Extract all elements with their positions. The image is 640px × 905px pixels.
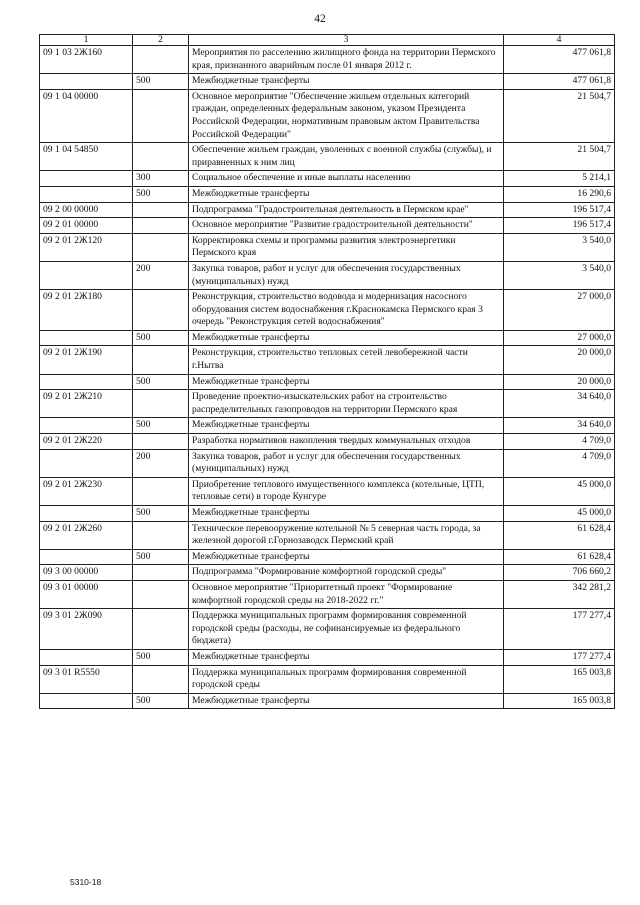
row-expense-type: 500 <box>133 374 189 390</box>
row-expense-type: 500 <box>133 186 189 202</box>
row-expense-type <box>133 580 189 608</box>
row-name: Межбюджетные трансферты <box>189 330 504 346</box>
row-name: Реконструкция, строительство тепловых сетей левобережной части г.Нытва <box>189 346 504 374</box>
table-row <box>40 171 615 187</box>
row-amount: 20 000,0 <box>504 346 615 374</box>
row-amount: 16 290,6 <box>504 186 615 202</box>
table-row <box>40 580 615 608</box>
row-code <box>40 693 133 709</box>
row-code: 09 2 01 00000 <box>40 218 133 234</box>
row-name: Мероприятия по расселению жилищного фонда на территории Пермского края, признанного аварийным после 01 января 2012 г. <box>189 46 504 74</box>
table-row <box>40 418 615 434</box>
row-name: Поддержка муниципальных программ формирования современной городской среды (расходы, не софинансируемые из федерального бюджета) <box>189 609 504 650</box>
row-expense-type: 500 <box>133 74 189 90</box>
row-expense-type: 300 <box>133 171 189 187</box>
table-row <box>40 290 615 331</box>
row-name: Техническое перевооружение котельной № 5 северная часть города, за железной дорогой г.Горнозаводск Пермский край <box>189 521 504 549</box>
row-name: Межбюджетные трансферты <box>189 374 504 390</box>
row-name: Реконструкция, строительство водовода и модернизация насосного оборудования систем водоснабжения г.Краснокамска Пермского края 3 очередь "Реконструкция сетей водоснабжения" <box>189 290 504 331</box>
row-expense-type <box>133 477 189 505</box>
row-code <box>40 186 133 202</box>
row-name: Обеспечение жильем граждан, уволенных с военной службы (службы), и приравненных к ним лиц <box>189 143 504 171</box>
row-expense-type: 500 <box>133 506 189 522</box>
row-expense-type <box>133 233 189 261</box>
table-row <box>40 46 615 74</box>
row-expense-type <box>133 89 189 142</box>
row-name: Основное мероприятие "Обеспечение жильем отдельных категорий граждан, определенных федеральным законом, указом Президента Российской Федерации, нормативным правовым актом Правительства Российской Федерации" <box>189 89 504 142</box>
row-amount: 477 061,8 <box>504 46 615 74</box>
row-amount: 45 000,0 <box>504 506 615 522</box>
row-code <box>40 549 133 565</box>
row-amount: 165 003,8 <box>504 665 615 693</box>
row-name: Основное мероприятие "Приоритетный проект "Формирование комфортной городской среды на 2018-2022 гг." <box>189 580 504 608</box>
row-code: 09 1 04 54850 <box>40 143 133 171</box>
row-expense-type: 500 <box>133 418 189 434</box>
row-expense-type <box>133 609 189 650</box>
row-code <box>40 418 133 434</box>
row-amount: 34 640,0 <box>504 418 615 434</box>
row-amount: 27 000,0 <box>504 330 615 346</box>
row-name: Межбюджетные трансферты <box>189 186 504 202</box>
row-amount: 4 709,0 <box>504 449 615 477</box>
row-amount: 477 061,8 <box>504 74 615 90</box>
row-name: Основное мероприятие "Развитие градостроительной деятельности" <box>189 218 504 234</box>
row-amount: 177 277,4 <box>504 649 615 665</box>
row-amount: 3 540,0 <box>504 233 615 261</box>
row-expense-type <box>133 143 189 171</box>
table-row <box>40 434 615 450</box>
row-expense-type: 500 <box>133 649 189 665</box>
row-name: Подпрограмма "Формирование комфортной городской среды" <box>189 565 504 581</box>
row-name: Закупка товаров, работ и услуг для обеспечения государственных (муниципальных) нужд <box>189 261 504 289</box>
table-row <box>40 89 615 142</box>
row-code <box>40 74 133 90</box>
table-row <box>40 202 615 218</box>
row-expense-type <box>133 434 189 450</box>
row-code: 09 3 01 R5550 <box>40 665 133 693</box>
table-row <box>40 346 615 374</box>
table-row <box>40 506 615 522</box>
column-header-1: 1 <box>40 35 133 46</box>
row-expense-type <box>133 46 189 74</box>
row-expense-type <box>133 565 189 581</box>
table-body <box>40 46 615 709</box>
row-code: 09 3 01 00000 <box>40 580 133 608</box>
row-code <box>40 449 133 477</box>
budget-table <box>39 34 615 709</box>
row-name: Разработка нормативов накопления твердых коммунальных отходов <box>189 434 504 450</box>
row-code: 09 2 01 2Ж190 <box>40 346 133 374</box>
row-code <box>40 261 133 289</box>
row-expense-type <box>133 290 189 331</box>
document-code: 5310-18 <box>70 877 102 887</box>
row-amount: 34 640,0 <box>504 390 615 418</box>
row-code <box>40 506 133 522</box>
row-amount: 196 517,4 <box>504 218 615 234</box>
row-code <box>40 171 133 187</box>
row-name: Закупка товаров, работ и услуг для обеспечения государственных (муниципальных) нужд <box>189 449 504 477</box>
table-row <box>40 477 615 505</box>
row-amount: 165 003,8 <box>504 693 615 709</box>
row-expense-type <box>133 521 189 549</box>
row-expense-type: 500 <box>133 330 189 346</box>
row-amount: 5 214,1 <box>504 171 615 187</box>
page-number: 42 <box>314 13 326 25</box>
row-expense-type: 500 <box>133 693 189 709</box>
row-name: Проведение проектно-изыскательских работ на строительство распределительных газопроводов на территории Пермского края <box>189 390 504 418</box>
row-name: Межбюджетные трансферты <box>189 693 504 709</box>
row-code: 09 1 03 2Ж160 <box>40 46 133 74</box>
table-row <box>40 449 615 477</box>
table-row <box>40 74 615 90</box>
row-code <box>40 374 133 390</box>
row-amount: 706 660,2 <box>504 565 615 581</box>
row-expense-type <box>133 346 189 374</box>
row-amount: 342 281,2 <box>504 580 615 608</box>
row-code: 09 2 01 2Ж120 <box>40 233 133 261</box>
row-code <box>40 649 133 665</box>
row-code: 09 2 00 00000 <box>40 202 133 218</box>
row-code: 09 2 01 2Ж180 <box>40 290 133 331</box>
table-row <box>40 330 615 346</box>
row-amount: 21 504,7 <box>504 89 615 142</box>
row-amount: 196 517,4 <box>504 202 615 218</box>
row-name: Межбюджетные трансферты <box>189 74 504 90</box>
table-row <box>40 649 615 665</box>
column-header-2: 2 <box>133 35 189 46</box>
row-code: 09 1 04 00000 <box>40 89 133 142</box>
table-row <box>40 233 615 261</box>
column-header-4: 4 <box>504 35 615 46</box>
row-amount: 4 709,0 <box>504 434 615 450</box>
table-row <box>40 609 615 650</box>
row-code <box>40 330 133 346</box>
table-row <box>40 143 615 171</box>
row-name: Приобретение теплового имущественного комплекса (котельные, ЦТП, тепловые сети) в городе Кунгуре <box>189 477 504 505</box>
row-amount: 177 277,4 <box>504 609 615 650</box>
row-code: 09 3 01 2Ж090 <box>40 609 133 650</box>
row-name: Корректировка схемы и программы развития электроэнергетики Пермского края <box>189 233 504 261</box>
row-name: Межбюджетные трансферты <box>189 549 504 565</box>
row-name: Социальное обеспечение и иные выплаты населению <box>189 171 504 187</box>
row-code: 09 2 01 2Ж210 <box>40 390 133 418</box>
table-row <box>40 261 615 289</box>
row-expense-type: 500 <box>133 549 189 565</box>
table-header-row <box>40 35 615 46</box>
table-row <box>40 218 615 234</box>
row-name: Подпрограмма "Градостроительная деятельность в Пермском крае" <box>189 202 504 218</box>
row-code: 09 2 01 2Ж220 <box>40 434 133 450</box>
row-amount: 45 000,0 <box>504 477 615 505</box>
row-code: 09 3 00 00000 <box>40 565 133 581</box>
table-row <box>40 665 615 693</box>
row-name: Межбюджетные трансферты <box>189 506 504 522</box>
row-name: Поддержка муниципальных программ формирования современной городской среды <box>189 665 504 693</box>
row-code: 09 2 01 2Ж230 <box>40 477 133 505</box>
row-expense-type <box>133 665 189 693</box>
row-expense-type <box>133 390 189 418</box>
row-amount: 21 504,7 <box>504 143 615 171</box>
row-amount: 20 000,0 <box>504 374 615 390</box>
row-expense-type <box>133 202 189 218</box>
table-row <box>40 693 615 709</box>
table-row <box>40 521 615 549</box>
row-expense-type <box>133 218 189 234</box>
table-row <box>40 390 615 418</box>
row-expense-type: 200 <box>133 261 189 289</box>
row-name: Межбюджетные трансферты <box>189 649 504 665</box>
row-amount: 61 628,4 <box>504 549 615 565</box>
row-code: 09 2 01 2Ж260 <box>40 521 133 549</box>
row-expense-type: 200 <box>133 449 189 477</box>
row-amount: 27 000,0 <box>504 290 615 331</box>
table-row <box>40 186 615 202</box>
table-row <box>40 374 615 390</box>
row-amount: 61 628,4 <box>504 521 615 549</box>
column-header-3: 3 <box>189 35 504 46</box>
row-amount: 3 540,0 <box>504 261 615 289</box>
table-row <box>40 549 615 565</box>
table-row <box>40 565 615 581</box>
row-name: Межбюджетные трансферты <box>189 418 504 434</box>
